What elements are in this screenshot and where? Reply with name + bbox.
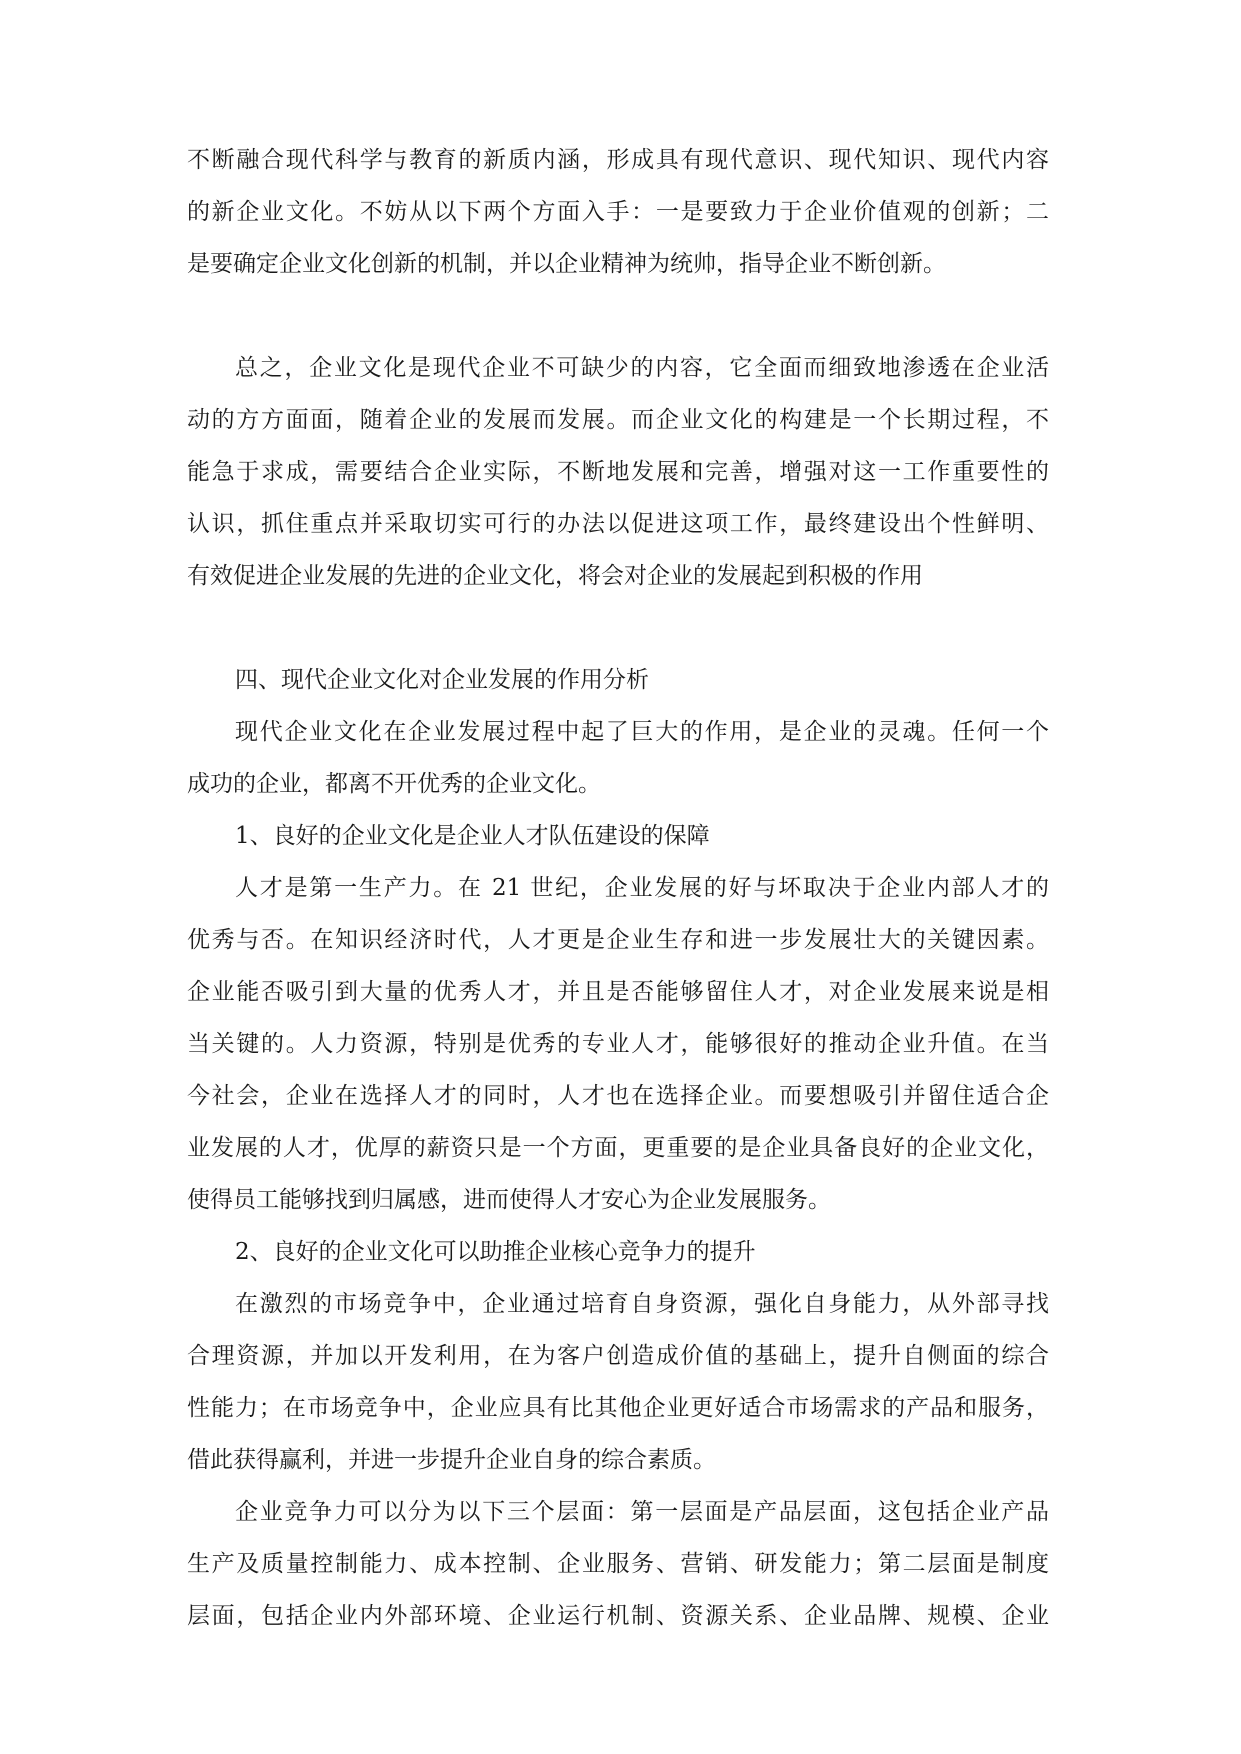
body-text-line: 成功的企业，都离不开优秀的企业文化。	[187, 771, 601, 797]
section-heading: 四、现代企业文化对企业发展的作用分析	[235, 667, 649, 693]
body-text-line: 优秀与否。在知识经济时代，人才更是企业生存和进一步发展壮大的关键因素。	[187, 927, 1049, 953]
body-text-line: 企业竞争力可以分为以下三个层面：第一层面是产品层面，这包括企业产品	[235, 1499, 1049, 1525]
body-text-line: 能急于求成，需要结合企业实际，不断地发展和完善，增强对这一工作重要性的	[187, 459, 1049, 485]
body-text-line: 人才是第一生产力。在 21 世纪，企业发展的好与坏取决于企业内部人才的	[235, 875, 1049, 901]
body-text-line: 是要确定企业文化创新的机制，并以企业精神为统帅，指导企业不断创新。	[187, 251, 946, 277]
body-text-line: 性能力；在市场竞争中，企业应具有比其他企业更好适合市场需求的产品和服务，	[187, 1395, 1049, 1421]
body-text-line: 合理资源，并加以开发利用，在为客户创造成价值的基础上，提升自侧面的综合	[187, 1343, 1049, 1369]
subsection-heading: 2、良好的企业文化可以助推企业核心竞争力的提升	[235, 1239, 756, 1265]
body-text-line: 业发展的人才，优厚的薪资只是一个方面，更重要的是企业具备良好的企业文化，	[187, 1135, 1049, 1161]
body-text-line: 生产及质量控制能力、成本控制、企业服务、营销、研发能力；第二层面是制度	[187, 1551, 1049, 1577]
body-text-line: 不断融合现代科学与教育的新质内涵，形成具有现代意识、现代知识、现代内容	[187, 147, 1049, 173]
body-text-line: 今社会，企业在选择人才的同时，人才也在选择企业。而要想吸引并留住适合企	[187, 1083, 1049, 1109]
body-text-line: 总之，企业文化是现代企业不可缺少的内容，它全面而细致地渗透在企业活	[235, 355, 1049, 381]
body-text-line: 动的方方面面，随着企业的发展而发展。而企业文化的构建是一个长期过程，不	[187, 407, 1049, 433]
body-text-line: 的新企业文化。不妨从以下两个方面入手：一是要致力于企业价值观的创新；二	[187, 199, 1049, 225]
body-text-line: 当关键的。人力资源，特别是优秀的专业人才，能够很好的推动企业升值。在当	[187, 1031, 1049, 1057]
body-text-line: 层面，包括企业内外部环境、企业运行机制、资源关系、企业品牌、规模、企业	[187, 1603, 1049, 1629]
body-text-line: 现代企业文化在企业发展过程中起了巨大的作用，是企业的灵魂。任何一个	[235, 719, 1049, 745]
subsection-heading: 1、良好的企业文化是企业人才队伍建设的保障	[235, 823, 710, 849]
body-text-line: 在激烈的市场竞争中，企业通过培育自身资源，强化自身能力，从外部寻找	[235, 1291, 1049, 1317]
body-text-line: 认识，抓住重点并采取切实可行的办法以促进这项工作，最终建设出个性鲜明、	[187, 511, 1049, 537]
body-text-line: 借此获得赢利，并进一步提升企业自身的综合素质。	[187, 1447, 716, 1473]
body-text-line: 有效促进企业发展的先进的企业文化，将会对企业的发展起到积极的作用	[187, 563, 923, 589]
body-text-line: 使得员工能够找到归属感，进而使得人才安心为企业发展服务。	[187, 1187, 831, 1213]
body-text-line: 企业能否吸引到大量的优秀人才，并且是否能够留住人才，对企业发展来说是相	[187, 979, 1049, 1005]
